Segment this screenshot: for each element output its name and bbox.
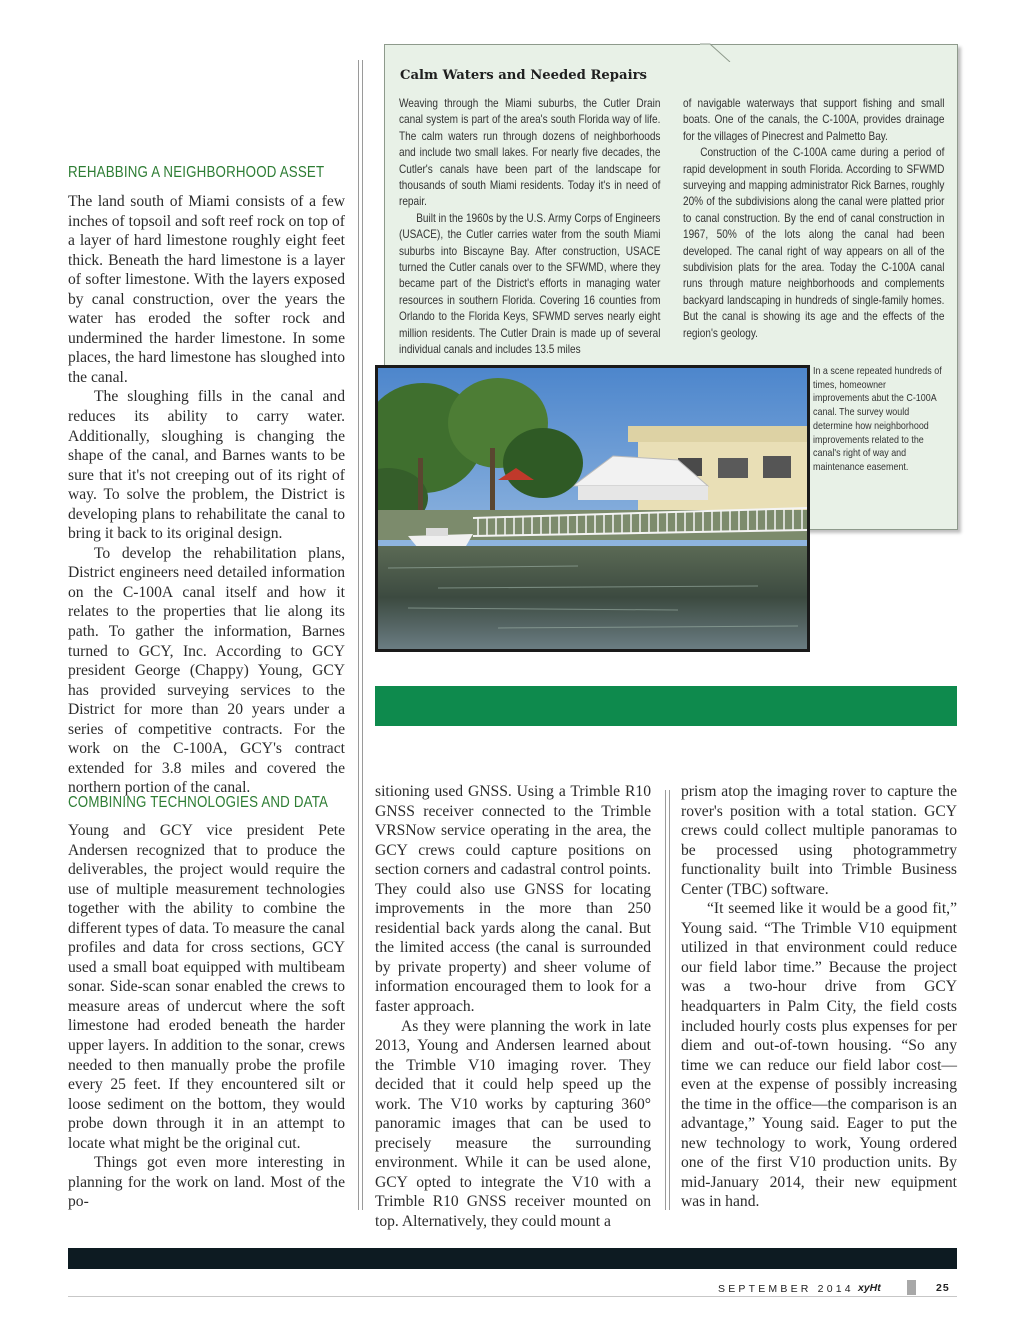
section-heading: COMBINING TECHNOLOGIES AND DATA	[68, 794, 329, 811]
sidebar-tab-decoration	[700, 40, 740, 62]
section-heading: REHABBING A NEIGHBORHOOD ASSET	[68, 164, 325, 181]
column-rule-right-2	[669, 790, 670, 1210]
photo-caption-block	[813, 365, 965, 475]
section-1-body	[68, 192, 345, 798]
page-number: 25	[936, 1282, 950, 1294]
photo-caption: In a scene repeated hundreds of times, homeowner improvements abut the C-100A canal. The survey would determine how neighborhood improvements related to the canal's right of way and maintenance easement.	[813, 366, 942, 473]
decorative-green-band	[375, 686, 957, 726]
column-rule-left	[358, 60, 359, 1210]
sidebar-column-1	[399, 96, 703, 359]
body-paragraph: As they were planning the work in late 2013, Young and Andersen learned about the Trimble V10 imaging rover. They decided that it could help speed up the work. The V10 works by capturing 360° panoramic images that can be used to precisely measure the surrounding environment. While it can be used alone, GCY opted to integrate the V10 with a Trimble R10 GNSS receiver mounted on top. Alternatively, they could mount a	[375, 1017, 651, 1231]
column-rule-right	[665, 790, 666, 1210]
body-paragraph: To develop the rehabilitation plans, District engineers need detailed information on the C-100A canal itself and how it relates to the properties that lie along its path. To gather the information, Barnes turned to GCY, Inc. According to GCY president George (Chappy) Young, GCY has provided surveying services to the District for more than 20 years under a series of competitive contracts. For the work on the C-100A, GCY's contract extended for 3.8 miles and covered the northern portion of the canal.	[68, 544, 345, 797]
body-paragraph: “It seemed like it would be a good fit,” Young said. “The Trimble V10 equipment utilized in that environment could reduce our field labor time.” Because the project was a two-hour drive from GCY headquarters in Palm City, the field costs included hourly costs plus expenses for per diem and out-of-town housing. “So any time we can reduce our field labor cost—even at the expense of possibly increasing the time in the office—the comparison is an advantage,” Young said. Eager to put the new technology to work, Young ordered one of the first V10 production units. By mid-January 2014, their new equipment was in hand.	[681, 900, 957, 1211]
body-paragraph: Young and GCY vice president Pete Andersen recognized that to produce the deliverables, the project would require the use of multiple measurement technologies together with the ability to combine the different types of data. To measure the canal profiles and data for cross sections, GCY used a small boat equipped with multibeam sonar. Side-scan sonar enabled the crews to measure areas of undercut where the soft limestone had eroded beneath the harder upper layers. In addition to the sonar, crews needed to then manually probe the profile every 25 feet. If they encountered silt or loose sediment on the bottom, they would probe down through it in an attempt to locate what might be the original cut.	[68, 822, 345, 1152]
column-rule-left-2	[362, 60, 363, 1210]
body-paragraph: The land south of Miami consists of a few inches of topsoil and soft reef rock on top of a layer of hard limestone roughly eight feet thick. Beneath the hard limestone is a layer of softer limestone. With the layers exposed by canal construction, over the years the water has eroded the softer rock and undermined the harder limestone. In some places, the hard limestone has sloughed into the canal.	[68, 193, 345, 386]
separator-block	[907, 1280, 916, 1295]
section-2-body	[68, 821, 345, 1212]
body-paragraph: sitioning used GNSS. Using a Trimble R10 GNSS receiver connected to the Trimble VRSNow service operating in the area, the GCY crews could capture positions on section corners and cadastral control points. They could also use GNSS for locating improvements in the more than 250 residential back yards along the canal. But the limited access (the canal is surrounded by private property) and sheer volume of information encouraged them to look for a faster approach.	[375, 783, 651, 1016]
column-2-body	[375, 782, 651, 1232]
canal-photo	[375, 365, 810, 652]
sidebar-paragraph: Construction of the C-100A came during a period of rapid development in south Florida. According to SFWMD surveying and mapping administrator Rick Barnes, roughly 20% of the subdivisions along the canal were platted prior to canal construction. By the end of canal construction in 1967, 50% of the lots along the canal had been developed. The canal right of way appears on all of the subdivision plats for the area. Today the C-100A canal runs through mature neighborhoods and complements backyard landscaping in hundreds of single-family homes. But the canal is showing its age and the effects of the region's geology.	[683, 146, 945, 340]
sidebar-paragraph: Built in the 1960s by the U.S. Army Corps of Engineers (USACE), the Cutler carries water from the south Miami suburbs into Biscayne Bay. After construction, USACE turned the Cutler canals over to the SFWMD, where they became part of the District's efforts in managing water resources in southern Florida. Covering 16 counties from Orlando to the Florida Keys, SFWMD serves nearly eight million residents. The Cutler Drain is made up of several individual canals and includes 13.5 miles	[399, 211, 661, 357]
sidebar-paragraph: of navigable waterways that support fishing and small boats. One of the canals, the C-100A, provides drainage for the villages of Pinecrest and Palmetto Bay.	[683, 97, 945, 143]
sidebar-column-2	[683, 96, 987, 342]
column-3-body	[681, 782, 957, 1212]
sidebar-title: Calm Waters and Needed Repairs	[400, 68, 647, 83]
footer-rule	[68, 1296, 957, 1297]
body-paragraph: Things got even more interesting in planning for the work on land. Most of the po-	[68, 1154, 345, 1211]
body-paragraph: The sloughing fills in the canal and reduces its ability to carry water. Additionally, sloughing is changing the shape of the canal, and Barnes wants to be sure that it's not creeping out of its right of way. To solve the problem, the District is developing plans to rehabilitate the canal to bring it back to its original design.	[68, 388, 345, 543]
footer-bar	[68, 1248, 957, 1269]
magazine-name: xyHt	[858, 1282, 881, 1294]
body-paragraph: prism atop the imaging rover to capture the rover's position with a total station. GCY crews could collect multiple panoramas to be processed using photogrammetry functionality built into Trimble Business Center (TBC) software.	[681, 783, 957, 898]
issue-date: SEPTEMBER 2014	[718, 1283, 854, 1295]
sidebar-paragraph: Weaving through the Miami suburbs, the Cutler Drain canal system is part of the area's south Florida way of life. The calm waters run through dozens of neighborhoods and include two small lakes. For nearly five decades, the Cutler's canals have been part of the landscape for thousands of south Miami residents. Today it's in need of repair.	[399, 97, 661, 209]
